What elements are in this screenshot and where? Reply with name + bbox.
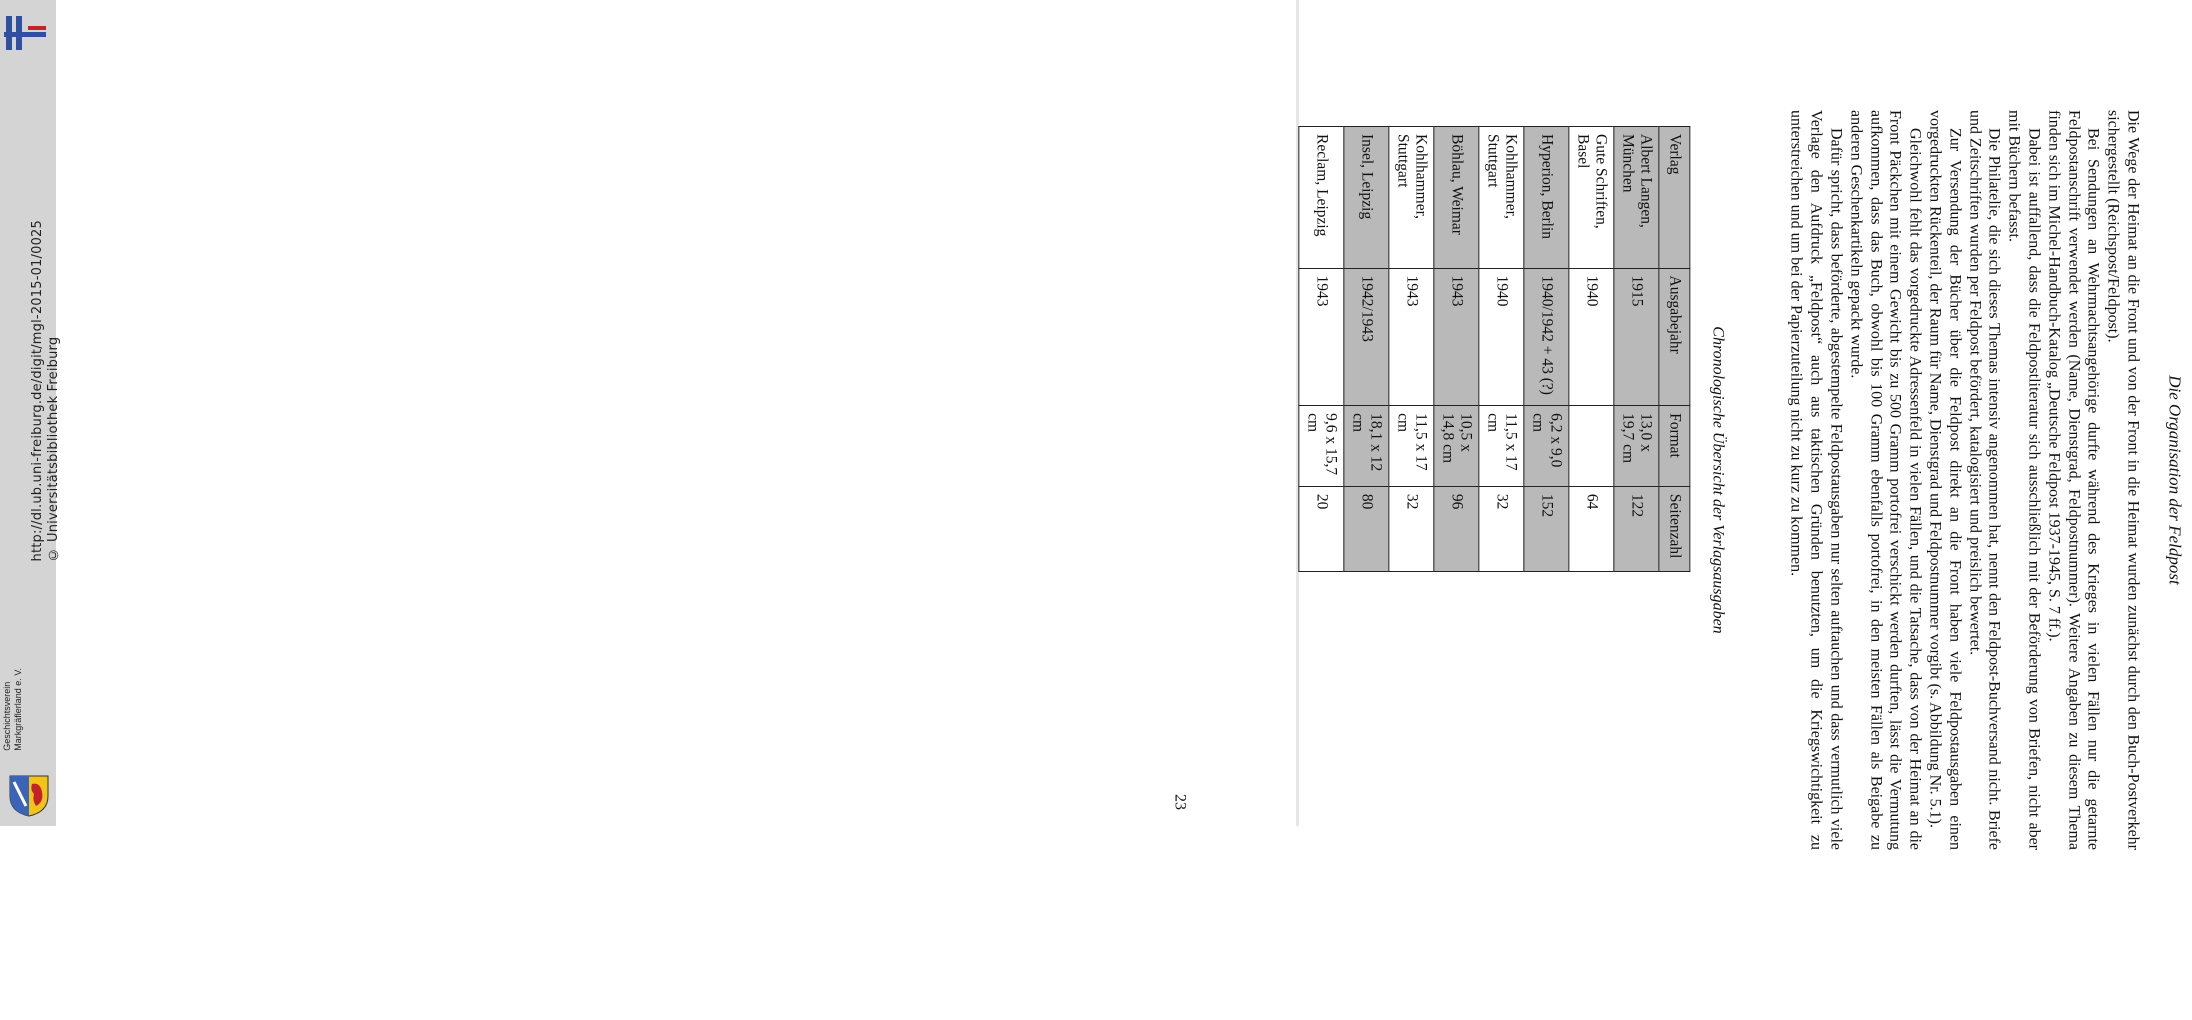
publisher-table [1298,126,1690,572]
table-row [1614,127,1659,572]
paragraph: Zur Versendung der Bücher über die Feldpost direkt an die Front haben viele Feldpostausgaben einen vorgedruckten Rückenteil, der Raum für Name, Dienstgrad und Feldpostnummer vorgibt (s. Abbildung Nr. 5.1). [1926,110,1964,850]
repository-credit [30,220,62,562]
paragraph: Gleichwohl fehlt das vorgedruckte Adressenfeld in vielen Fällen, und die Tatsache, dass von der Heimat an die Front Päckchen mit einem Gewicht bis zu 500 Gramm portofrei verschickt werden durften, lässt die Vermutung aufkommen, dass das Buch, obwohl bis 100 Gramm ebenfalls portofrei, in den meisten Fällen als Beigabe zu anderen Geschenkartikeln gepackt wurde. [1847,110,1924,850]
table-row [1524,127,1569,572]
cell-pages: 80 [1344,486,1389,571]
page-number: 23 [1171,794,1188,810]
cell-year: 1943 [1389,268,1434,406]
cell-format: 6,2 x 9,0 cm [1524,406,1569,487]
cell-year: 1940/1942 + 43 (?) [1524,268,1569,406]
scanned-page [1170,70,2192,1020]
cell-year: 1940 [1479,268,1524,406]
cell-pages: 122 [1614,486,1659,571]
university-library-logo-icon [4,12,46,54]
paragraph: Bei Sendungen an Wehrmachtsangehörige durfte während des Krieges in vielen Fällen nur die getarnte Feldpostanschrift verwendet werden (Name, Dienstgrad, Feldpostnummer). Weitere Angaben zu diesem Thema finden sich im Michel-Handbuch-Katalog „Deutsche Feldpost 1937-1945, S. 7 ff.). [2045,110,2102,850]
paragraph: Dabei ist auffallend, dass die Feldpostliteratur sich ausschließlich mit der Beförderung von Briefen, nicht aber mit Büchern befasst. [2005,110,2043,850]
header-verlag: Verlag [1659,127,1690,269]
table-row [1389,127,1434,572]
cell-pages: 32 [1479,486,1524,571]
cell-verlag: Reclam, Leipzig [1299,127,1344,269]
cell-format: 18,1 x 12 cm [1344,406,1389,487]
header-ausgabejahr: Ausgabejahr [1659,268,1690,406]
cell-format [1569,406,1614,487]
cell-verlag: Insel, Leipzig [1344,127,1389,269]
cell-verlag: Gute Schriften, Basel [1569,127,1614,269]
header-seitenzahl: Seitenzahl [1659,486,1690,571]
header-format: Format [1659,406,1690,487]
cell-pages: 32 [1389,486,1434,571]
society-line-2: Markgräflerland e. V. [13,668,23,751]
cell-year: 1943 [1299,268,1344,406]
society-name [2,668,24,751]
paragraph: Die Philatelie, die sich dieses Themas intensiv angenommen hat, nennt den Feldpost-Buchversand nicht. Briefe und Zeitschriften wurden per Feldpost befördert, katalogisiert und preislich bewertet. [1965,110,2003,850]
table-row [1299,127,1344,572]
cell-format: 11,5 x 17 cm [1389,406,1434,487]
copyright-notice: © Universitätsbibliothek Freiburg [46,336,61,562]
cell-year: 1942/1943 [1344,268,1389,406]
cell-format: 13,0 x 19,7 cm [1614,406,1659,487]
body-text [1786,110,2142,850]
cell-year: 1915 [1614,268,1659,406]
cell-format: 9,6 x 15,7 cm [1299,406,1344,487]
paragraph: Dafür spricht, dass beförderte, abgestempelte Feldpostausgaben nur selten auftauchen und dass vermutlich viele Verlage den Aufdruck „Feldpost“ auch aus taktischen Gründen benutzten, um die Kriegswichtigkeit zu unterstreichen und um bei der Papierzuteilung nicht zu kurz zu kommen. [1787,110,1845,850]
society-line-1: Geschichtsverein [2,681,12,751]
repository-url[interactable]: http://dl.ub.uni-freiburg.de/digit/mgl-2015-01/0025 [30,220,45,562]
cell-pages: 152 [1524,486,1569,571]
table-row [1569,127,1614,572]
table-header-row [1659,127,1690,572]
running-head: Die Organisation der Feldpost [2165,375,2185,585]
cell-pages: 20 [1299,486,1344,571]
table-row [1434,127,1479,572]
paragraph: Die Wege der Heimat an die Front und von der Front in die Heimat wurden zunächst durch den Buch-Postverkehr sichergestellt (Reichspost/Feldpost). [2104,110,2142,850]
repository-sidebar [0,0,61,826]
cell-pages: 96 [1434,486,1479,571]
cell-verlag: Böhlau, Weimar [1434,127,1479,269]
cell-format: 11,5 x 17 cm [1479,406,1524,487]
cell-verlag: Albert Langen, München [1614,127,1659,269]
cell-pages: 64 [1569,486,1614,571]
cell-format: 10,5 x 14,8 cm [1434,406,1479,487]
cell-verlag: Hyperion, Berlin [1524,127,1569,269]
cell-year: 1943 [1434,268,1479,406]
cell-verlag: Kohlhammer, Stuttgart [1479,127,1524,269]
table-row [1479,127,1524,572]
cell-verlag: Kohlhammer, Stuttgart [1389,127,1434,269]
coat-of-arms-icon [6,772,52,818]
table-row [1344,127,1389,572]
table-caption: Chronologische Übersicht der Verlagsausgaben [1709,326,1726,634]
cell-year: 1940 [1569,268,1614,406]
